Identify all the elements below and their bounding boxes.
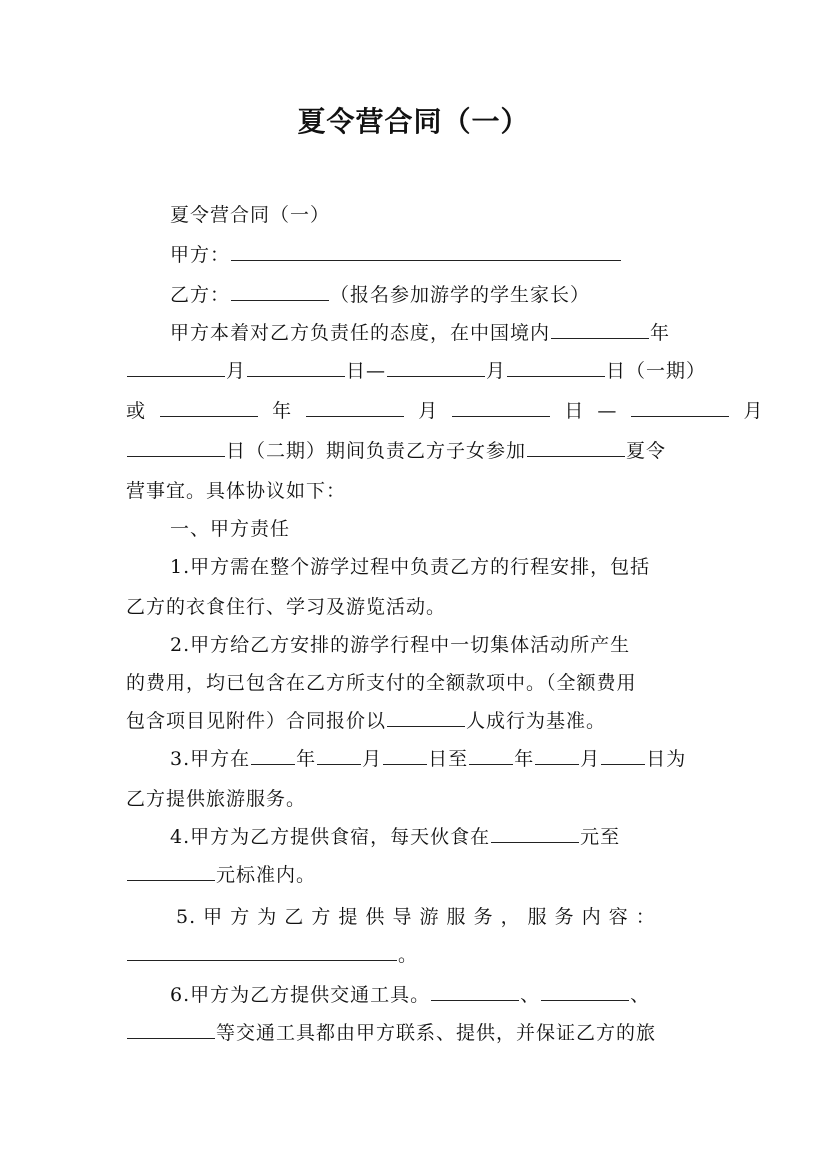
- blank-field: [527, 440, 625, 457]
- blank-field: [387, 710, 465, 727]
- blank-field: [431, 984, 519, 1001]
- section-heading: 一、甲方责任: [170, 518, 291, 540]
- blank-field: [551, 322, 649, 339]
- blank-field: [127, 944, 397, 961]
- blank-field: [160, 400, 258, 417]
- paragraph-line: 日（二期）期间负责乙方子女参加 夏令: [126, 436, 666, 463]
- blank-field: [601, 748, 645, 765]
- blank-field: [535, 748, 579, 765]
- clause-3-cont: 乙方提供旅游服务。: [126, 788, 307, 810]
- blank-field: [231, 284, 329, 301]
- clause-2: 2.甲方给乙方安排的游学行程中一切集体活动所产生: [170, 634, 631, 656]
- blank-field: [127, 360, 225, 377]
- blank-field: [306, 400, 404, 417]
- blank-field: [491, 826, 579, 843]
- blank-field: [387, 360, 485, 377]
- blank-field: [127, 864, 215, 881]
- blank-field: [127, 1022, 215, 1039]
- clause-5-cont: 。: [126, 940, 418, 967]
- clause-2-cont: 的费用，均已包含在乙方所支付的全额款项中。（全额费用: [126, 672, 637, 694]
- blank-field: [127, 440, 225, 457]
- subtitle: 夏令营合同（一）: [170, 204, 331, 226]
- blank-field: [541, 984, 629, 1001]
- blank-field: [452, 400, 550, 417]
- clause-4: 4.甲方为乙方提供食宿，每天伙食在 元至: [170, 826, 621, 848]
- clause-3: 3.甲方在 年 月 日至 年 月 日为: [170, 748, 687, 770]
- clause-1: 1.甲方需在整个游学过程中负责乙方的行程安排，包括: [170, 556, 651, 578]
- blank-field: [251, 748, 295, 765]
- clause-6-cont: 等交通工具都由甲方联系、提供，并保证乙方的旅: [126, 1018, 656, 1045]
- document-title: 夏令营合同（一）: [297, 105, 530, 138]
- clause-2-cont: 包含项目见附件）合同报价以 人成行为基准。: [126, 710, 607, 732]
- paragraph-line: 营事宜。具体协议如下：: [126, 480, 347, 502]
- clause-4-cont: 元标准内。: [126, 860, 316, 887]
- blank-field: [383, 748, 427, 765]
- paragraph-line: 月 日— 月 日（一期）: [126, 356, 706, 383]
- paragraph-line: 甲方本着对乙方负责任的态度，在中国境内 年: [170, 322, 671, 344]
- paragraph-line: 或 年 月 日 — 月: [126, 400, 764, 422]
- blank-field: [231, 244, 621, 261]
- blank-field: [507, 360, 605, 377]
- party-a-line: 甲方：: [170, 240, 622, 267]
- clause-1-cont: 乙方的衣食住行、学习及游览活动。: [126, 596, 447, 618]
- clause-5: 5. 甲 方 为 乙 方 提 供 导 游 服 务 ， 服 务 内 容 ：: [176, 906, 656, 928]
- blank-field: [317, 748, 361, 765]
- blank-field: [469, 748, 513, 765]
- blank-field: [247, 360, 345, 377]
- party-b-line: 乙方： （报名参加游学的学生家长）: [170, 284, 591, 306]
- clause-6: 6.甲方为乙方提供交通工具。 、 、: [170, 984, 651, 1006]
- blank-field: [631, 400, 729, 417]
